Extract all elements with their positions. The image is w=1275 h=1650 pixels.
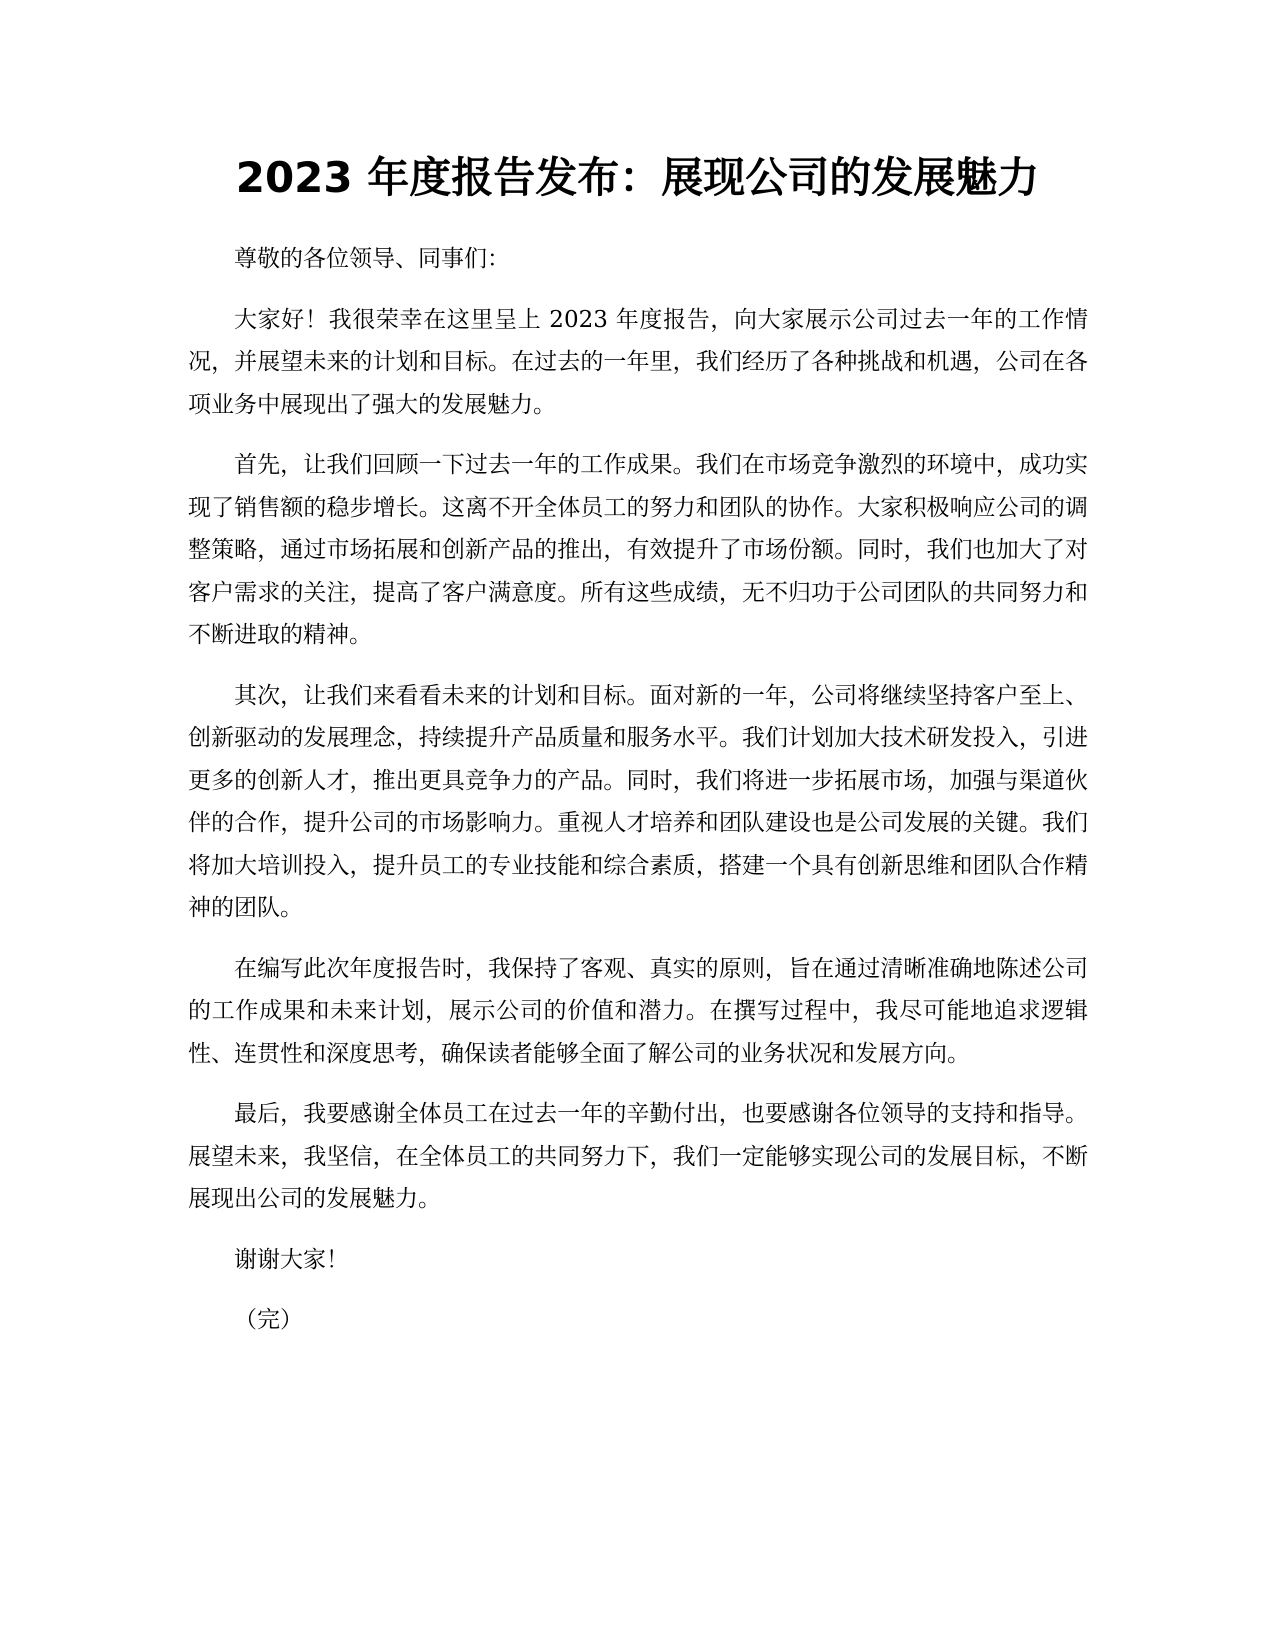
document-body — [188, 238, 1088, 1360]
paragraph-review: 首先，让我们回顾一下过去一年的工作成果。我们在市场竞争激烈的环境中，成功实现了销售额的稳步增长。这离不开全体员工的努力和团队的协作。大家积极响应公司的调整策略，通过市场拓展和创新产品的推出，有效提升了市场份额。同时，我们也加大了对客户需求的关注，提高了客户满意度。所有这些成绩，无不归功于公司团队的共同努力和不断进取的精神。 — [188, 452, 1088, 648]
closing-thanks: 谢谢大家！ — [234, 1246, 349, 1273]
salutation: 尊敬的各位领导、同事们： — [234, 246, 510, 272]
document-title: 2023 年度报告发布：展现公司的发展魅力 — [235, 153, 1040, 202]
paragraph-plans: 其次，让我们来看看未来的计划和目标。面对新的一年，公司将继续坚持客户至上、创新驱动的发展理念，持续提升产品质量和服务水平。我们计划加大技术研发投入，引进更多的创新人才，推出更具竞争力的产品。同时，我们将进一步拓展市场，加强与渠道伙伴的合作，提升公司的市场影响力。重视人才培养和团队建设也是公司发展的关键。我们将加大培训投入，提升员工的专业技能和综合素质，搭建一个具有创新思维和团队合作精神的团队。 — [188, 682, 1088, 921]
paragraph-thanks: 最后，我要感谢全体员工在过去一年的辛勤付出，也要感谢各位领导的支持和指导。展望未来，我坚信，在全体员工的共同努力下，我们一定能够实现公司的发展目标，不断展现出公司的发展魅力。 — [188, 1101, 1088, 1212]
paragraph-writing: 在编写此次年度报告时，我保持了客观、真实的原则，旨在通过清晰准确地陈述公司的工作成果和未来计划，展示公司的价值和潜力。在撰写过程中，我尽可能地追求逻辑性、连贯性和深度思考，确保读者能够全面了解公司的业务状况和发展方向。 — [188, 955, 1088, 1067]
paragraph-intro: 大家好！我很荣幸在这里呈上 2023 年度报告，向大家展示公司过去一年的工作情况，并展望未来的计划和目标。在过去的一年里，我们经历了各种挑战和机遇，公司在各项业务中展现出了强大的发展魅力。 — [188, 306, 1088, 418]
closing-end: （完） — [234, 1307, 303, 1333]
